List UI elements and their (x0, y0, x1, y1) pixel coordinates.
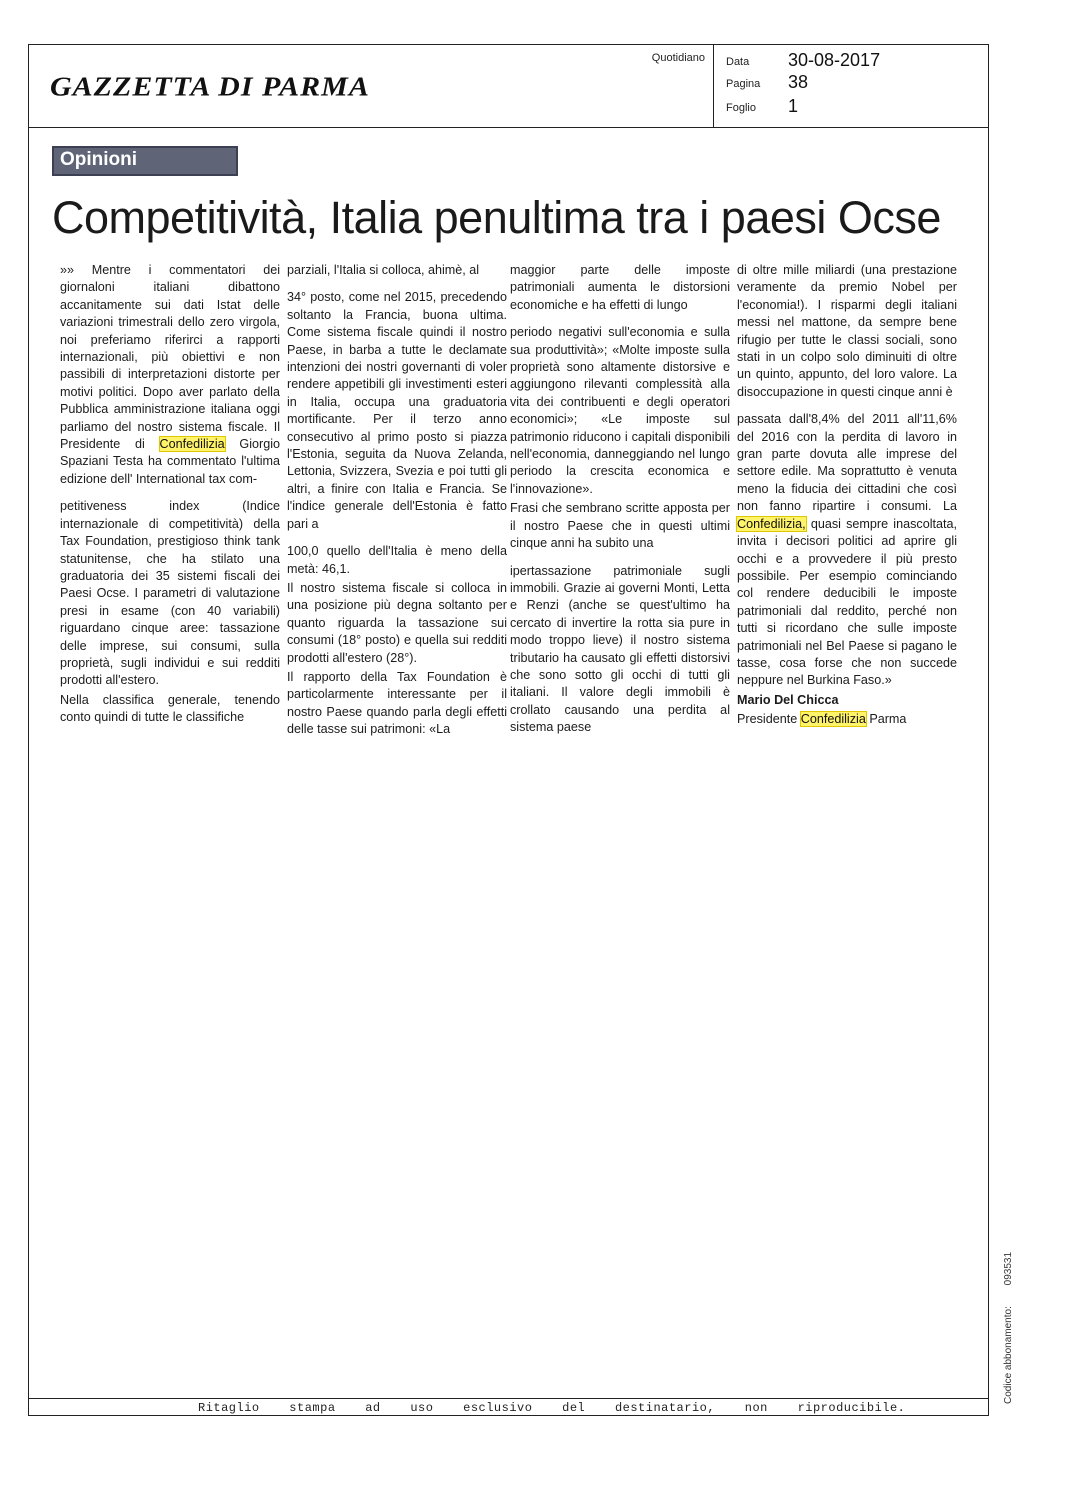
article-column-3 (510, 262, 730, 739)
section-rubric (52, 146, 238, 176)
newspaper-logo: GAZZETTA DI PARMA (50, 72, 370, 102)
metadata-box (714, 44, 989, 128)
paragraph: Il nostro sistema fiscale si colloca in una posizione più degna soltanto per quanto riguarda la tassazione sui consumi (18° posto) e quella sui redditi prodotti all'estero (28°). (287, 580, 507, 665)
highlighted-term: Confedilizia (800, 712, 866, 727)
paragraph: di oltre mille miliardi (una prestazione veramente da premio Nobel per l'economia!). I risparmi degli italiani messi nel mattone, da sempre bene rifugio per tutte le classi sociali, sono stati in un colpo solo diminuiti di oltre un quinto, appunto, del loro valore. La disoccupazione in questi cinque anni è (737, 263, 957, 399)
subscription-code (1003, 1252, 1014, 1404)
article-column-2 (287, 262, 507, 741)
paragraph: 34° posto, come nel 2015, precedendo soltanto la Francia, buona ultima. Come sistema fiscale quindi il nostro Paese, in barba a tutte le declamate intenzioni dei nostri governanti di voler rendere appetibili gli investimenti esteri in Italia, occupa una graduatoria mortificante. Per il terzo anno consecutivo al primo posto si piazza l'Estonia, seguita da Nuova Zelanda, Lettonia, Svizzera, Svezia e poi tutti gli altri, a finire con Italia e Francia. Se l'indice generale dell'Estonia è fatto pari a (287, 290, 507, 531)
paragraph: Frasi che sembrano scritte apposta per il nostro Paese che in questi ultimi cinque anni ha subito una (510, 501, 730, 551)
meta-date-label: Data (726, 56, 750, 68)
footer-notice: Ritaglio stampa ad uso esclusivo del destinatario, non riproducibile. (198, 1401, 906, 1415)
meta-page-label: Pagina (726, 78, 761, 90)
paragraph: ipertassazione patrimoniale sugli immobili. Grazie ai governi Monti, Letta e Renzi (anche se quest'ultimo ha cercato di invertire la rotta sia pure in modo troppo lieve) il nostro sistema tributario ha causato gli effetti distorsivi che sono sotto gli occhi di tutti gli italiani. Il valore degli immobili è crollato causando una perdita al sistema paese (510, 563, 730, 735)
highlighted-term: Confedilizia, (737, 516, 806, 531)
author-role: Presidente Confedilizia Parma (737, 712, 907, 727)
paragraph: Il rapporto della Tax Foundation è particolarmente interessante per il nostro Paese quando parla degli effetti delle tasse sui patrimoni: «La (287, 669, 507, 737)
article-column-4 (737, 262, 957, 731)
paragraph: passata dall'8,4% del 2011 all'11,6% del 2016 con la perdita di lavoro in gran parte dovuta alle imprese del settore edile. Ma soprattutto è venuta meno la fiducia dei cittadini che così non fanno ripartire i consumi. La Confedilizia, quasi sempre inascoltata, invita i decisori politici ad aprire gli occhi e a provvedere il più presto possibile. Per esempio cominciando col rendere deducibili le imposte patrimoniali dal reddito, perché non tutti si ricordano che sulle imposte patrimoniali nel Bel Paese si pagano le tasse, cosa forse che non succede neppure nel Burkina Faso.» (737, 412, 958, 688)
paragraph: periodo negativi sull'economia e sulla sua produttività»; «Molte imposte sulla proprietà sono altamente distorsive e aggiungono rilevanti complessità alla vita dei contribuenti e degli operatori economici»; «Le imposte sul patrimonio riducono i capitali disponibili nell'economia, danneggiando nel lungo periodo la crescita economica e l'innovazione». (510, 325, 730, 496)
section-label: Opinioni (60, 149, 138, 170)
paragraph: maggior parte delle imposte patrimoniali aumenta le distorsioni economiche e ha effetti di lungo (510, 263, 730, 312)
subscription-code-value: 093531 (1003, 1251, 1014, 1286)
article-column-1 (60, 262, 280, 729)
meta-sheet-value: 1 (788, 96, 799, 116)
meta-date-value: 30-08-2017 (788, 50, 881, 70)
meta-sheet-label: Foglio (726, 102, 756, 114)
paragraph: »» Mentre i commentatori dei giornaloni italiani dibattono accanitamente sui dati Istat delle variazioni trimestrali dello zero virgola, noi preferiamo riferirci a rapporti internazionali, più obiettivi e non passibili di interpretazioni distorte per motivi politici. Dopo aver parlato della Pubblica amministrazione italiana oggi parliamo del nostro sistema fiscale. Il Presidente di Confedilizia Giorgio Spaziani Testa ha commentato l'ultima edizione dell' International tax com- (60, 263, 281, 486)
paragraph: Nella classifica generale, tenendo conto quindi di tutte le classifiche (60, 692, 280, 725)
footer-notice-bar (28, 1398, 989, 1416)
masthead (28, 44, 714, 128)
article-headline: Competitività, Italia penultima tra i paesi Ocse (52, 192, 941, 243)
meta-page-value: 38 (788, 72, 809, 92)
highlighted-term: Confedilizia (159, 437, 225, 452)
paragraph: petitiveness index (Indice internazionale di competitività) della Tax Foundation, prestigioso think tank statunitense, che ha stilato una graduatoria dei 35 sistemi fiscali dei Paesi Ocse. I parametri di valutazione presi in esame (con 40 variabili) riguardano cinque aree: tassazione delle imprese, sui consumi, sulla proprietà, sugli individui e sui redditi prodotti all'estero. (60, 499, 280, 688)
paragraph: parziali, l'Italia si colloca, ahimè, al (287, 263, 480, 277)
author-name: Mario Del Chicca (737, 692, 839, 707)
paragraph: 100,0 quello dell'Italia è meno della metà: 46,1. (287, 544, 507, 576)
publication-type: Quotidiano (651, 52, 705, 64)
subscription-code-label: Codice abbonamento: (1003, 1306, 1014, 1404)
